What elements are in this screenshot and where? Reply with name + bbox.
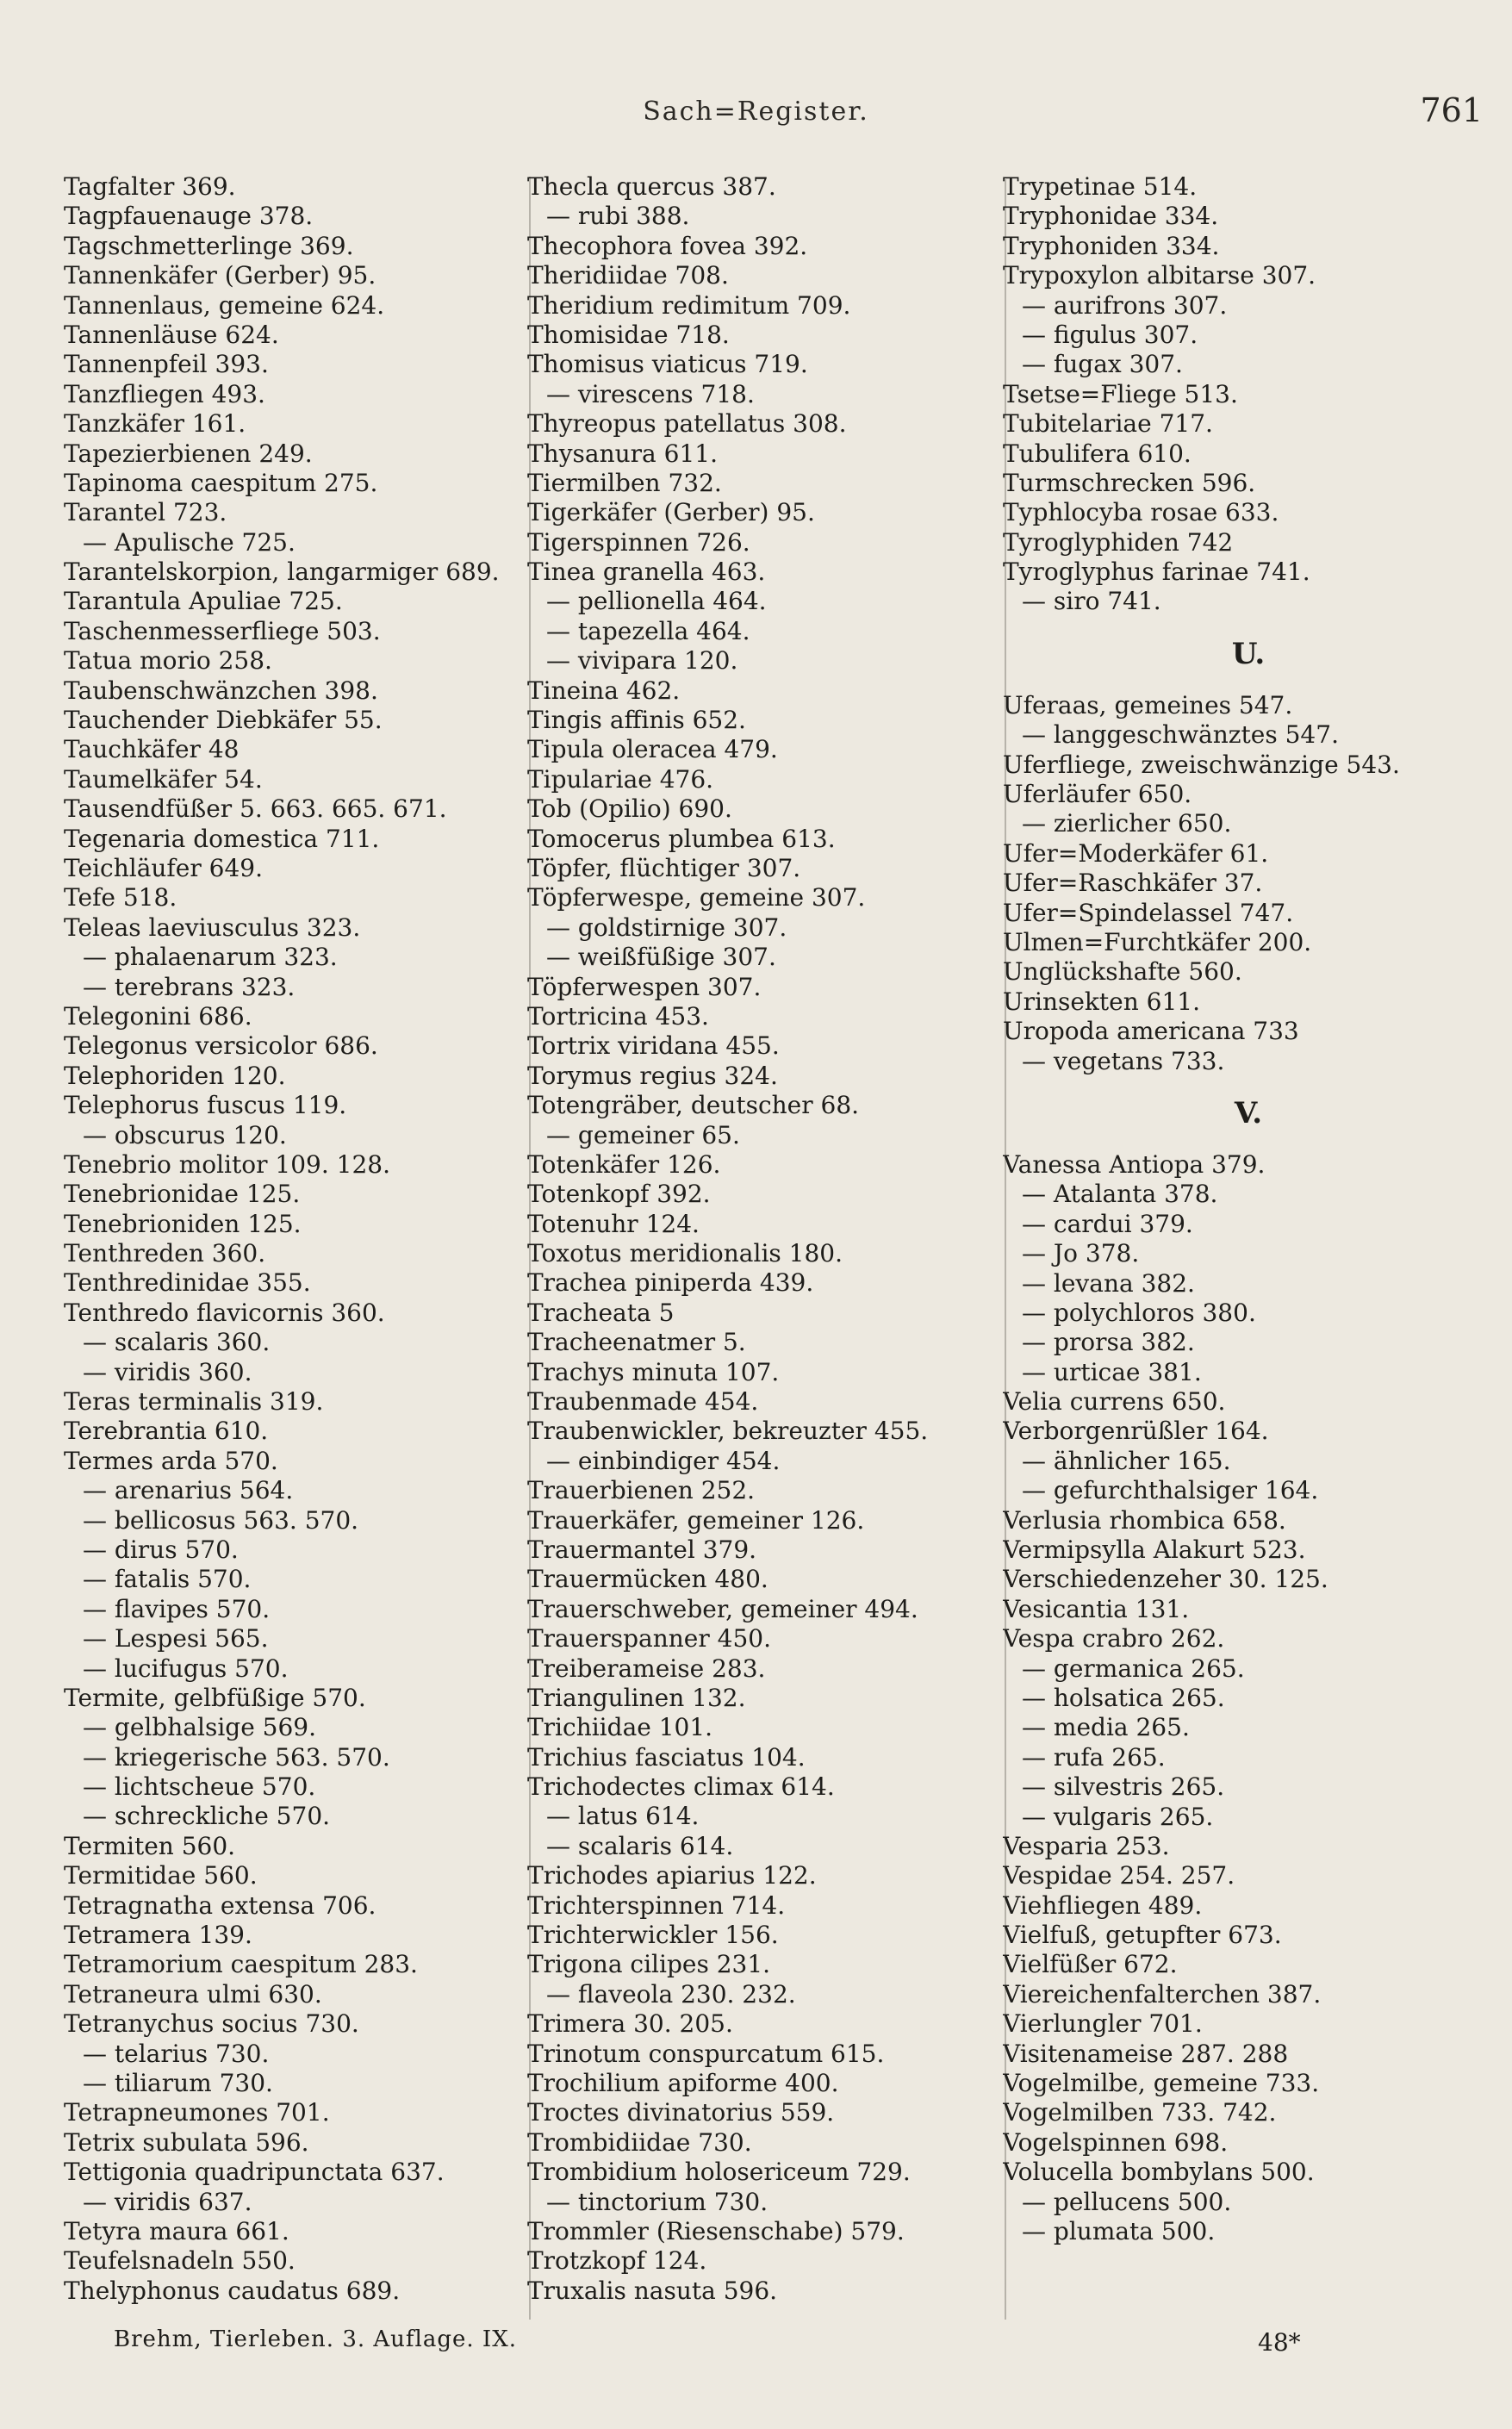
index-entry: Trauerschweber, gemeiner 494. bbox=[527, 1594, 918, 1623]
index-entry: Uferläufer 650. bbox=[1003, 780, 1192, 809]
footer-signature: 48* bbox=[1258, 2328, 1301, 2357]
index-entry: Telegonus versicolor 686. bbox=[64, 1031, 378, 1061]
index-subentry: — holsatica 265. bbox=[1022, 1683, 1225, 1712]
index-entry: Tannenpfeil 393. bbox=[64, 350, 269, 379]
index-entry: Trombidium holosericeum 729. bbox=[527, 2158, 911, 2187]
index-entry: Verschiedenzeher 30. 125. bbox=[1003, 1565, 1328, 1594]
index-entry: Totenkopf 392. bbox=[527, 1180, 711, 1209]
index-entry: Troctes divinatorius 559. bbox=[527, 2098, 835, 2127]
index-entry: Tanzkäfer 161. bbox=[64, 409, 246, 439]
index-entry: Trachys minuta 107. bbox=[527, 1357, 780, 1386]
index-subentry: — levana 382. bbox=[1022, 1268, 1195, 1298]
index-entry: Tetraneura ulmi 630. bbox=[64, 1979, 322, 2009]
index-entry: Unglückshafte 560. bbox=[1003, 957, 1242, 987]
index-entry: Uropoda americana 733 bbox=[1003, 1017, 1299, 1046]
index-entry: Tineina 462. bbox=[527, 676, 681, 705]
index-entry: Tegenaria domestica 711. bbox=[64, 824, 380, 853]
index-entry: Turmschrecken 596. bbox=[1003, 468, 1256, 497]
index-subentry: — fugax 307. bbox=[1022, 350, 1183, 379]
index-entry: Vielfüßer 672. bbox=[1003, 1950, 1178, 1979]
index-subentry: — siro 741. bbox=[1022, 587, 1161, 616]
index-subentry: — langgeschwänztes 547. bbox=[1022, 720, 1339, 750]
index-subentry: — lichtscheue 570. bbox=[83, 1772, 316, 1802]
index-subentry: — zierlicher 650. bbox=[1022, 809, 1232, 838]
index-entry: Tyroglyphiden 742 bbox=[1003, 527, 1234, 557]
index-entry: Tenthredo flavicornis 360. bbox=[64, 1298, 385, 1327]
index-entry: Volucella bombylans 500. bbox=[1003, 2158, 1315, 2187]
index-entry: Vesicantia 131. bbox=[1003, 1594, 1190, 1623]
index-entry: Tarantel 723. bbox=[64, 498, 227, 527]
index-entry: Taubenschwänzchen 398. bbox=[64, 676, 378, 705]
index-entry: Trichodes apiarius 122. bbox=[527, 1861, 817, 1890]
index-entry: Tetranychus socius 730. bbox=[64, 2009, 359, 2039]
index-entry: Tauchender Diebkäfer 55. bbox=[64, 706, 383, 735]
index-subentry: — viridis 637. bbox=[83, 2187, 252, 2216]
index-subentry: — viridis 360. bbox=[83, 1357, 252, 1386]
index-subentry: — prorsa 382. bbox=[1022, 1328, 1195, 1357]
index-entry: Vespidae 254. 257. bbox=[1003, 1861, 1235, 1890]
index-entry: Tob (Opilio) 690. bbox=[527, 794, 732, 824]
index-entry: Totenkäfer 126. bbox=[527, 1149, 721, 1179]
index-subentry: — fatalis 570. bbox=[83, 1565, 252, 1594]
running-head: Sach=Register. bbox=[643, 97, 869, 127]
index-subentry: — arenarius 564. bbox=[83, 1476, 294, 1505]
index-subentry: — media 265. bbox=[1022, 1713, 1190, 1742]
index-entry: Trichiidae 101. bbox=[527, 1713, 713, 1742]
index-entry: Tannenlaus, gemeine 624. bbox=[64, 290, 385, 320]
index-entry: Thecophora fovea 392. bbox=[527, 231, 808, 260]
index-entry: Tiermilben 732. bbox=[527, 468, 722, 497]
index-subentry: — virescens 718. bbox=[546, 379, 755, 408]
index-entry: Trauerkäfer, gemeiner 126. bbox=[527, 1505, 865, 1535]
index-entry: Totenuhr 124. bbox=[527, 1209, 700, 1238]
index-entry: Urinsekten 611. bbox=[1003, 987, 1200, 1016]
index-entry: Tetragnatha extensa 706. bbox=[64, 1890, 376, 1920]
index-entry: Verlusia rhombica 658. bbox=[1003, 1505, 1286, 1535]
index-entry: Vespa crabro 262. bbox=[1003, 1624, 1225, 1654]
index-entry: Triangulinen 132. bbox=[527, 1683, 746, 1712]
index-entry: Traubenmade 454. bbox=[527, 1387, 759, 1417]
index-entry: Tannenkäfer (Gerber) 95. bbox=[64, 261, 376, 290]
index-column-3 bbox=[1003, 172, 1494, 2246]
index-entry: Trommler (Riesenschabe) 579. bbox=[527, 2216, 905, 2245]
index-entry: Thelyphonus caudatus 689. bbox=[64, 2276, 401, 2305]
index-entry: Trimera 30. 205. bbox=[527, 2009, 733, 2039]
index-subentry: — cardui 379. bbox=[1022, 1209, 1193, 1238]
index-subentry: — gelbhalsige 569. bbox=[83, 1713, 317, 1742]
index-entry: Tetramera 139. bbox=[64, 1921, 252, 1950]
index-entry: Tagschmetterlinge 369. bbox=[64, 231, 354, 260]
index-entry: Theridiidae 708. bbox=[527, 261, 729, 290]
index-entry: Tipula oleracea 479. bbox=[527, 735, 778, 764]
index-subentry: — germanica 265. bbox=[1022, 1654, 1245, 1683]
index-entry: Terebrantia 610. bbox=[64, 1417, 269, 1446]
index-entry: Tetrapneumones 701. bbox=[64, 2098, 330, 2127]
index-entry: Tanzfliegen 493. bbox=[64, 379, 265, 408]
index-subentry: — terebrans 323. bbox=[83, 972, 296, 1001]
index-subentry: — tinctorium 730. bbox=[546, 2187, 768, 2216]
index-entry: Tarantelskorpion, langarmiger 689. bbox=[64, 557, 500, 587]
index-subentry: — scalaris 360. bbox=[83, 1328, 271, 1357]
index-subentry: — telarius 730. bbox=[83, 2039, 270, 2068]
index-subentry: — polychloros 380. bbox=[1022, 1298, 1256, 1327]
page-number: 761 bbox=[1420, 91, 1483, 129]
index-entry: Trotzkopf 124. bbox=[527, 2246, 707, 2276]
index-subentry: — ähnlicher 165. bbox=[1022, 1446, 1231, 1475]
index-entry: Tingis affinis 652. bbox=[527, 706, 746, 735]
index-entry: Ufer=Moderkäfer 61. bbox=[1003, 838, 1269, 868]
index-subentry: — lucifugus 570. bbox=[83, 1654, 289, 1683]
index-entry: Tryphoniden 334. bbox=[1003, 231, 1220, 260]
footer-source: Brehm, Tierleben. 3. Auflage. IX. bbox=[114, 2326, 517, 2352]
index-entry: Tetramorium caespitum 283. bbox=[64, 1950, 418, 1979]
index-subentry: — tapezella 464. bbox=[546, 616, 750, 645]
index-entry: Teichläufer 649. bbox=[64, 853, 263, 882]
index-entry: Tortricina 453. bbox=[527, 1001, 709, 1031]
index-subentry: — weißfüßige 307. bbox=[546, 943, 776, 972]
index-subentry: — Jo 378. bbox=[1022, 1239, 1140, 1268]
index-entry: Verborgenrüßler 164. bbox=[1003, 1417, 1269, 1446]
index-entry: Ulmen=Furchtkäfer 200. bbox=[1003, 927, 1312, 956]
index-entry: Trauermantel 379. bbox=[527, 1535, 757, 1564]
section-letter: V. bbox=[1234, 1095, 1263, 1130]
index-entry: Töpferwespen 307. bbox=[527, 972, 762, 1001]
index-subentry: — flaveola 230. 232. bbox=[546, 1979, 796, 2009]
index-entry: Tagpfauenauge 378. bbox=[64, 202, 314, 231]
index-subentry: — pellucens 500. bbox=[1022, 2187, 1232, 2216]
index-entry: Tomocerus plumbea 613. bbox=[527, 824, 836, 853]
index-entry: Tigerspinnen 726. bbox=[527, 527, 750, 557]
section-letter: U. bbox=[1231, 636, 1266, 671]
index-entry: Tenebrionidae 125. bbox=[64, 1180, 301, 1209]
index-subentry: — flavipes 570. bbox=[83, 1594, 271, 1623]
index-entry: Traubenwickler, bekreuzter 455. bbox=[527, 1417, 929, 1446]
index-entry: Vesparia 253. bbox=[1003, 1831, 1170, 1860]
index-column-2 bbox=[527, 172, 1003, 2306]
index-subentry: — obscurus 120. bbox=[83, 1120, 287, 1149]
index-subentry: — scalaris 614. bbox=[546, 1831, 734, 1860]
index-subentry: — Lespesi 565. bbox=[83, 1624, 269, 1654]
index-entry: Vanessa Antiopa 379. bbox=[1003, 1149, 1266, 1179]
index-subentry: — goldstirnige 307. bbox=[546, 912, 787, 942]
index-subentry: — silvestris 265. bbox=[1022, 1772, 1225, 1802]
index-entry: Tefe 518. bbox=[64, 883, 177, 912]
index-entry: Thyreopus patellatus 308. bbox=[527, 409, 847, 439]
index-entry: Teras terminalis 319. bbox=[64, 1387, 324, 1417]
index-subentry: — vegetans 733. bbox=[1022, 1046, 1225, 1075]
index-entry: Tortrix viridana 455. bbox=[527, 1031, 780, 1061]
index-entry: Tauchkäfer 48 bbox=[64, 735, 240, 764]
index-entry: Truxalis nasuta 596. bbox=[527, 2276, 778, 2305]
index-entry: Thomisidae 718. bbox=[527, 320, 730, 349]
index-entry: Töpfer, flüchtiger 307. bbox=[527, 853, 801, 882]
index-entry: Thecla quercus 387. bbox=[527, 172, 776, 201]
index-subentry: — kriegerische 563. 570. bbox=[83, 1742, 390, 1772]
index-entry: Visitenameise 287. 288 bbox=[1003, 2039, 1289, 2068]
index-entry: Tapezierbienen 249. bbox=[64, 439, 313, 468]
index-entry: Tagfalter 369. bbox=[64, 172, 236, 201]
index-entry: Tryphonidae 334. bbox=[1003, 202, 1219, 231]
index-entry: Taschenmesserfliege 503. bbox=[64, 616, 381, 645]
index-entry: Tetyra maura 661. bbox=[64, 2216, 289, 2245]
index-entry: Totengräber, deutscher 68. bbox=[527, 1091, 860, 1120]
index-entry: Trypoxylon albitarse 307. bbox=[1003, 261, 1316, 290]
index-entry: Vogelmilben 733. 742. bbox=[1003, 2098, 1277, 2127]
index-entry: Tipulariae 476. bbox=[527, 764, 714, 794]
index-entry: Trauerbienen 252. bbox=[527, 1476, 756, 1505]
index-entry: Trichterspinnen 714. bbox=[527, 1890, 786, 1920]
index-entry: Typhlocyba rosae 633. bbox=[1003, 498, 1279, 527]
index-entry: Tausendfüßer 5. 663. 665. 671. bbox=[64, 794, 447, 824]
index-entry: Vogelspinnen 698. bbox=[1003, 2127, 1229, 2157]
index-entry: Teufelsnadeln 550. bbox=[64, 2246, 296, 2276]
index-subentry: — phalaenarum 323. bbox=[83, 943, 338, 972]
index-entry: Vielfuß, getupfter 673. bbox=[1003, 1921, 1282, 1950]
index-subentry: — rubi 388. bbox=[546, 202, 690, 231]
index-subentry: — tiliarum 730. bbox=[83, 2069, 273, 2097]
index-subentry: — Atalanta 378. bbox=[1022, 1180, 1218, 1209]
index-entry: Thomisus viaticus 719. bbox=[527, 350, 808, 379]
index-entry: Tenebrio molitor 109. 128. bbox=[64, 1149, 390, 1179]
index-entry: Tinea granella 463. bbox=[527, 557, 766, 587]
index-entry: Toxotus meridionalis 180. bbox=[527, 1239, 843, 1268]
index-entry: Uferfliege, zweischwänzige 543. bbox=[1003, 750, 1400, 779]
index-entry: Trinotum conspurcatum 615. bbox=[527, 2039, 885, 2068]
index-subentry: — Apulische 725. bbox=[83, 527, 296, 557]
index-entry: Viereichenfalterchen 387. bbox=[1003, 1979, 1322, 2009]
index-entry: Trauerspanner 450. bbox=[527, 1624, 771, 1654]
index-entry: Tigerkäfer (Gerber) 95. bbox=[527, 498, 815, 527]
index-subentry: — rufa 265. bbox=[1022, 1742, 1166, 1772]
index-entry: Tracheenatmer 5. bbox=[527, 1328, 746, 1357]
index-subentry: — figulus 307. bbox=[1022, 320, 1198, 349]
index-subentry: — latus 614. bbox=[546, 1802, 700, 1831]
index-subentry: — bellicosus 563. 570. bbox=[83, 1505, 359, 1535]
index-entry: Trichius fasciatus 104. bbox=[527, 1742, 806, 1772]
index-subentry: — vulgaris 265. bbox=[1022, 1802, 1214, 1831]
index-entry: Tyroglyphus farinae 741. bbox=[1003, 557, 1310, 587]
index-entry: Telephorus fuscus 119. bbox=[64, 1091, 347, 1120]
index-entry: Uferaas, gemeines 547. bbox=[1003, 690, 1293, 719]
index-entry: Tenthreden 360. bbox=[64, 1239, 266, 1268]
index-entry: Termes arda 570. bbox=[64, 1446, 278, 1475]
index-subentry: — schreckliche 570. bbox=[83, 1802, 331, 1831]
index-entry: Tubulifera 610. bbox=[1003, 439, 1192, 468]
index-entry: Tettigonia quadripunctata 637. bbox=[64, 2158, 445, 2187]
index-entry: Trypetinae 514. bbox=[1003, 172, 1198, 201]
index-entry: Tarantula Apuliae 725. bbox=[64, 587, 343, 616]
index-entry: Tetrix subulata 596. bbox=[64, 2127, 309, 2157]
index-subentry: — einbindiger 454. bbox=[546, 1446, 781, 1475]
index-entry: Treiberameise 283. bbox=[527, 1654, 766, 1683]
index-entry: Telegonini 686. bbox=[64, 1001, 252, 1031]
index-entry: Trachea piniperda 439. bbox=[527, 1268, 814, 1298]
index-entry: Vermipsylla Alakurt 523. bbox=[1003, 1535, 1306, 1565]
index-entry: Trigona cilipes 231. bbox=[527, 1950, 771, 1979]
index-entry: Tenebrioniden 125. bbox=[64, 1209, 302, 1238]
index-entry: Vierlungler 701. bbox=[1003, 2009, 1203, 2039]
index-entry: Termiten 560. bbox=[64, 1831, 236, 1860]
index-entry: Taumelkäfer 54. bbox=[64, 764, 263, 794]
index-subentry: — pellionella 464. bbox=[546, 587, 767, 616]
index-entry: Trombidiidae 730. bbox=[527, 2127, 752, 2157]
index-entry: Ufer=Spindelassel 747. bbox=[1003, 898, 1294, 927]
index-entry: Tannenläuse 624. bbox=[64, 320, 279, 349]
index-subentry: — urticae 381. bbox=[1022, 1357, 1202, 1386]
index-subentry: — gemeiner 65. bbox=[546, 1120, 740, 1149]
index-entry: Tenthredinidae 355. bbox=[64, 1268, 311, 1298]
index-entry: Trauermücken 480. bbox=[527, 1565, 768, 1594]
index-entry: Telephoriden 120. bbox=[64, 1061, 286, 1090]
index-entry: Thysanura 611. bbox=[527, 439, 718, 468]
index-entry: Tapinoma caespitum 275. bbox=[64, 468, 378, 497]
index-entry: Teleas laeviusculus 323. bbox=[64, 912, 361, 942]
index-entry: Viehfliegen 489. bbox=[1003, 1890, 1203, 1920]
index-entry: Tatua morio 258. bbox=[64, 646, 272, 676]
index-entry: Trochilium apiforme 400. bbox=[527, 2069, 839, 2097]
index-entry: Termite, gelbfüßige 570. bbox=[64, 1683, 366, 1712]
index-entry: Theridium redimitum 709. bbox=[527, 290, 851, 320]
index-entry: Töpferwespe, gemeine 307. bbox=[527, 883, 866, 912]
index-subentry: — aurifrons 307. bbox=[1022, 290, 1228, 320]
index-entry: Trichterwickler 156. bbox=[527, 1921, 779, 1950]
index-entry: Vogelmilbe, gemeine 733. bbox=[1003, 2069, 1320, 2098]
index-column-1 bbox=[64, 172, 529, 2306]
index-subentry: — dirus 570. bbox=[83, 1535, 239, 1564]
index-entry: Tracheata 5 bbox=[527, 1298, 675, 1327]
index-subentry: — gefurchthalsiger 164. bbox=[1022, 1476, 1319, 1505]
index-entry: Tsetse=Fliege 513. bbox=[1003, 379, 1238, 408]
index-entry: Velia currens 650. bbox=[1003, 1387, 1226, 1417]
index-entry: Ufer=Raschkäfer 37. bbox=[1003, 869, 1263, 898]
index-subentry: — vivipara 120. bbox=[546, 646, 738, 676]
index-subentry: — plumata 500. bbox=[1022, 2217, 1216, 2245]
index-entry: Torymus regius 324. bbox=[527, 1061, 778, 1090]
index-entry: Trichodectes climax 614. bbox=[527, 1772, 835, 1802]
index-entry: Tubitelariae 717. bbox=[1003, 409, 1213, 439]
index-entry: Termitidae 560. bbox=[64, 1861, 258, 1890]
